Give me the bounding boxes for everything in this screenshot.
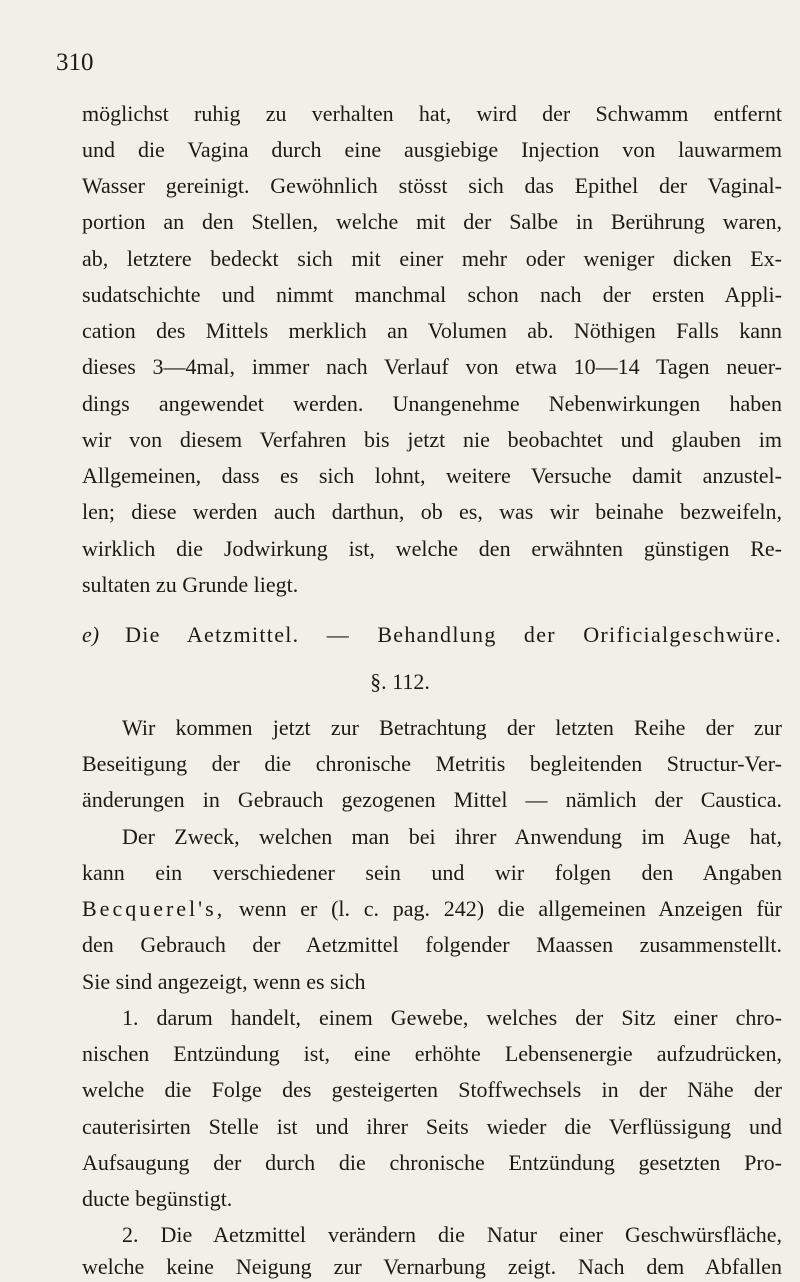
- text-line: dieses 3—4mal, immer nach Verlauf von etwa 10—14 Tagen neuer-: [82, 354, 782, 379]
- list-item-line: nischen Entzündung ist, eine erhöhte Lebensenergie aufzudrücken,: [82, 1041, 782, 1066]
- text-line: [82, 894, 782, 924]
- list-item-line: 2. Die Aetzmittel verändern die Natur einer Geschwürsfläche,: [122, 1222, 782, 1247]
- list-item-line: cauterisirten Stelle ist und ihrer Seits wieder die Verflüssigung und: [82, 1114, 782, 1139]
- text-line: wirklich die Jodwirkung ist, welche den erwähnten günstigen Re-: [82, 536, 782, 561]
- text-line: Sie sind angezeigt, wenn es sich: [82, 969, 366, 994]
- text-line: kann ein verschiedener sein und wir folgen den Angaben: [82, 860, 782, 885]
- section-number: §. 112.: [370, 669, 430, 694]
- text-line: und die Vagina durch eine ausgiebige Injection von lauwarmem: [82, 137, 782, 162]
- text-line: Beseitigung der die chronische Metritis begleitenden Structur-Ver-: [82, 751, 782, 776]
- list-item-line: ducte begünstigt.: [82, 1186, 233, 1211]
- subsection-heading: [82, 620, 782, 650]
- text-line: Der Zweck, welchen man bei ihrer Anwendung im Auge hat,: [122, 824, 782, 849]
- heading-marker: e): [82, 622, 100, 647]
- list-item-line: welche keine Neigung zur Vernarbung zeigt. Nach dem Abfallen: [82, 1254, 782, 1279]
- text-line: portion an den Stellen, welche mit der Salbe in Berührung waren,: [82, 209, 782, 234]
- text-line: den Gebrauch der Aetzmittel folgender Maassen zusammenstellt.: [82, 932, 782, 957]
- text-line: sudatschichte und nimmt manchmal schon nach der ersten Appli-: [82, 282, 782, 307]
- heading-text: Die Aetzmittel. — Behandlung der Orificialgeschwüre.: [125, 622, 782, 647]
- text-line: Allgemeinen, dass es sich lohnt, weitere Versuche damit anzustel-: [82, 463, 782, 488]
- text-line: Wasser gereinigt. Gewöhnlich stösst sich das Epithel der Vaginal-: [82, 173, 782, 198]
- text-line: len; diese werden auch darthun, ob es, was wir beinahe bezweifeln,: [82, 499, 782, 524]
- list-item-line: Aufsaugung der durch die chronische Entzündung gesetzten Pro-: [82, 1150, 782, 1175]
- text-fragment: wenn er (l. c. pag. 242) die allgemeinen Anzeigen für: [238, 896, 783, 921]
- text-line: Wir kommen jetzt zur Betrachtung der letzten Reihe der zur: [122, 715, 782, 740]
- text-line: wir von diesem Verfahren bis jetzt nie beobachtet und glauben im: [82, 427, 782, 452]
- text-line: ab, letztere bedeckt sich mit einer mehr oder weniger dicken Ex-: [82, 246, 782, 271]
- text-line: cation des Mittels merklich an Volumen ab. Nöthigen Falls kann: [82, 318, 782, 343]
- page-number: 310: [56, 49, 94, 76]
- text-line: möglichst ruhig zu verhalten hat, wird der Schwamm entfernt: [82, 101, 782, 126]
- text-line: sultaten zu Grunde liegt.: [82, 572, 299, 597]
- list-item-line: welche die Folge des gesteigerten Stoffwechsels in der Nähe der: [82, 1077, 782, 1102]
- list-item-line: 1. darum handelt, einem Gewebe, welches der Sitz einer chro-: [122, 1005, 782, 1030]
- text-line: dings angewendet werden. Unangenehme Nebenwirkungen haben: [82, 391, 782, 416]
- author-name: Becquerel's,: [82, 896, 226, 921]
- text-line: änderungen in Gebrauch gezogenen Mittel — nämlich der Caustica.: [82, 787, 782, 812]
